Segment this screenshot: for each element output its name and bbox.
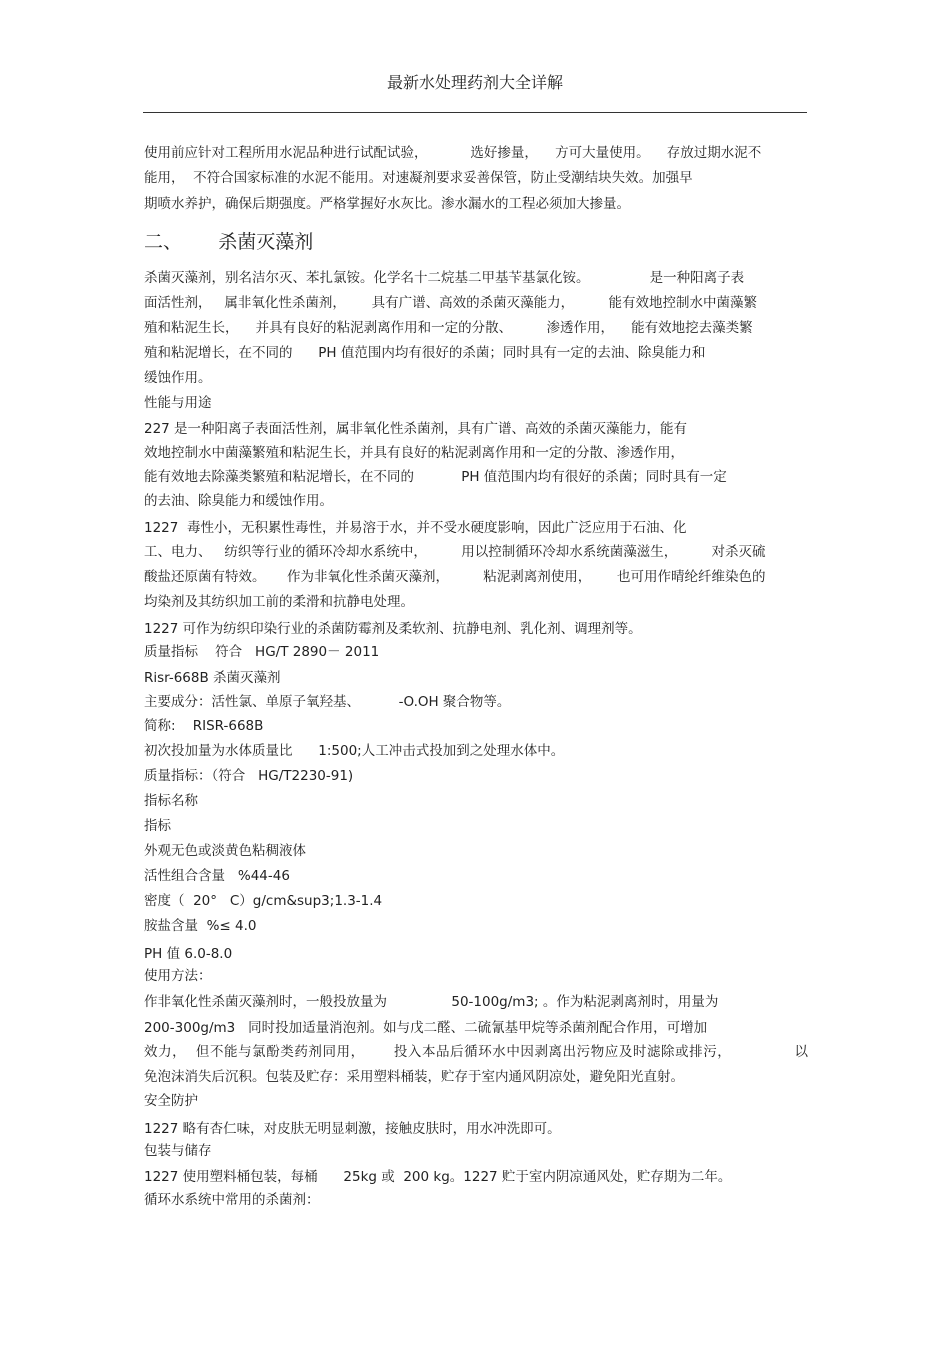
- text-line: 1227 使用塑料桶包装，每桶 25kg 或 200 kg。1227 贮于室内阴凉通风处，贮存期为二年。: [144, 1169, 732, 1185]
- text-line: 免泡沫消失后沉积。包装及贮存：采用塑料桶装，贮存于室内通风阴凉处，避免阳光直射。: [144, 1069, 684, 1085]
- text-line: 初次投加量为水体质量比 1:500;人工冲击式投加到之处理水体中。: [144, 743, 565, 759]
- text-line: 缓蚀作用。: [144, 370, 212, 386]
- text-line: 200-300g/m3 同时投加适量消泡剂。如与戊二醛、二硫氰基甲烷等杀菌剂配合作用，可增加: [144, 1020, 708, 1036]
- text-line: 密度（ 20° C）g/cm&sup3;1.3-1.4: [144, 893, 383, 909]
- text-line: 使用方法：: [144, 968, 212, 984]
- text-line: 均染剂及其纺织加工前的柔滑和抗静电处理。: [144, 594, 414, 610]
- text-line: 活性组合含量 %44-46: [144, 868, 290, 884]
- text-line: 能有效地去除藻类繁殖和粘泥增长，在不同的 PH 值范围内均有很好的杀菌；同时具有一定: [144, 469, 727, 485]
- text-line: 质量指标 符合 HG/T 2890－ 2011: [144, 644, 380, 660]
- text-line: 胺盐含量 %≤ 4.0: [144, 918, 257, 934]
- text-line: 的去油、除臭能力和缓蚀作用。: [144, 493, 333, 509]
- text-line: 使用前应针对工程所用水泥品种进行试配试验， 选好掺量， 方可大量使用。 存放过期水泥不: [144, 145, 762, 161]
- text-line: 期喷水养护，确保后期强度。严格掌握好水灰比。渗水漏水的工程必须加大掺量。: [144, 196, 630, 212]
- text-line: 杀菌灭藻剂，别名洁尔灭、苯扎氯铵。化学名十二烷基二甲基苄基氯化铵。 是一种阳离子表: [144, 270, 745, 286]
- text-line: 指标名称: [144, 793, 198, 809]
- text-line: 作非氧化性杀菌灭藻剂时，一般投放量为 50-100g/m3; 。作为粘泥剥离剂时，用量为: [144, 994, 719, 1010]
- text-line: 酸盐还原菌有特效。 作为非氧化性杀菌灭藻剂， 粘泥剥离剂使用， 也可用作晴纶纤维染色的: [144, 569, 766, 585]
- text-line: 简称: RISR-668B: [144, 718, 264, 734]
- text-line: 外观无色或淡黄色粘稠液体: [144, 843, 306, 859]
- text-line: PH 值 6.0-8.0: [144, 946, 233, 962]
- page-title: 最新水处理药剂大全详解: [386, 73, 563, 92]
- text-line: 循环水系统中常用的杀菌剂：: [144, 1192, 320, 1208]
- text-line: 殖和粘泥生长， 并具有良好的粘泥剥离作用和一定的分散、 渗透作用， 能有效地挖去藻类繁: [144, 320, 753, 336]
- text-line: 指标: [144, 818, 171, 834]
- text-line: 质量指标：（符合 HG/T2230-91): [144, 768, 354, 784]
- subheading: 安全防护: [144, 1093, 198, 1109]
- subheading: 包装与储存: [144, 1143, 212, 1159]
- title-divider: [143, 112, 807, 113]
- text-line: 主要成分：活性氯、单原子氧羟基、 -O.OH 聚合物等。: [144, 694, 511, 710]
- text-line: 能用， 不符合国家标准的水泥不能用。对速凝剂要求妥善保管，防止受潮结块失效。加强早: [144, 170, 693, 186]
- text-line: 227 是一种阳离子表面活性剂，属非氧化性杀菌剂，具有广谱、高效的杀菌灭藻能力，能有: [144, 421, 688, 437]
- text-line: 效力， 但不能与氯酚类药剂同用， 投入本品后循环水中因剥离出污物应及时滤除或排污， 以: [144, 1044, 808, 1060]
- text-line: 殖和粘泥增长，在不同的 PH 值范围内均有很好的杀菌；同时具有一定的去油、除臭能力和: [144, 345, 706, 361]
- text-line: Risr-668B 杀菌灭藻剂: [144, 670, 281, 686]
- text-line: 工、电力、 纺织等行业的循环冷却水系统中， 用以控制循环冷却水系统菌藻滋生， 对杀灭硫: [144, 544, 766, 560]
- text-line: 效地控制水中菌藻繁殖和粘泥生长，并具有良好的粘泥剥离作用和一定的分散、渗透作用，: [144, 445, 684, 461]
- section-heading: 二、 杀菌灭藻剂: [144, 231, 314, 253]
- subheading: 性能与用途: [144, 395, 212, 411]
- text-line: 1227 可作为纺织印染行业的杀菌防霉剂及柔软剂、抗静电剂、乳化剂、调理剂等。: [144, 621, 642, 637]
- text-line: 1227 毒性小，无积累性毒性，并易溶于水，并不受水硬度影响，因此广泛应用于石油、化: [144, 520, 687, 536]
- text-line: 1227 略有杏仁味，对皮肤无明显刺激，接触皮肤时，用水冲洗即可。: [144, 1121, 561, 1137]
- text-line: 面活性剂， 属非氧化性杀菌剂， 具有广谱、高效的杀菌灭藻能力， 能有效地控制水中菌藻繁: [144, 295, 757, 311]
